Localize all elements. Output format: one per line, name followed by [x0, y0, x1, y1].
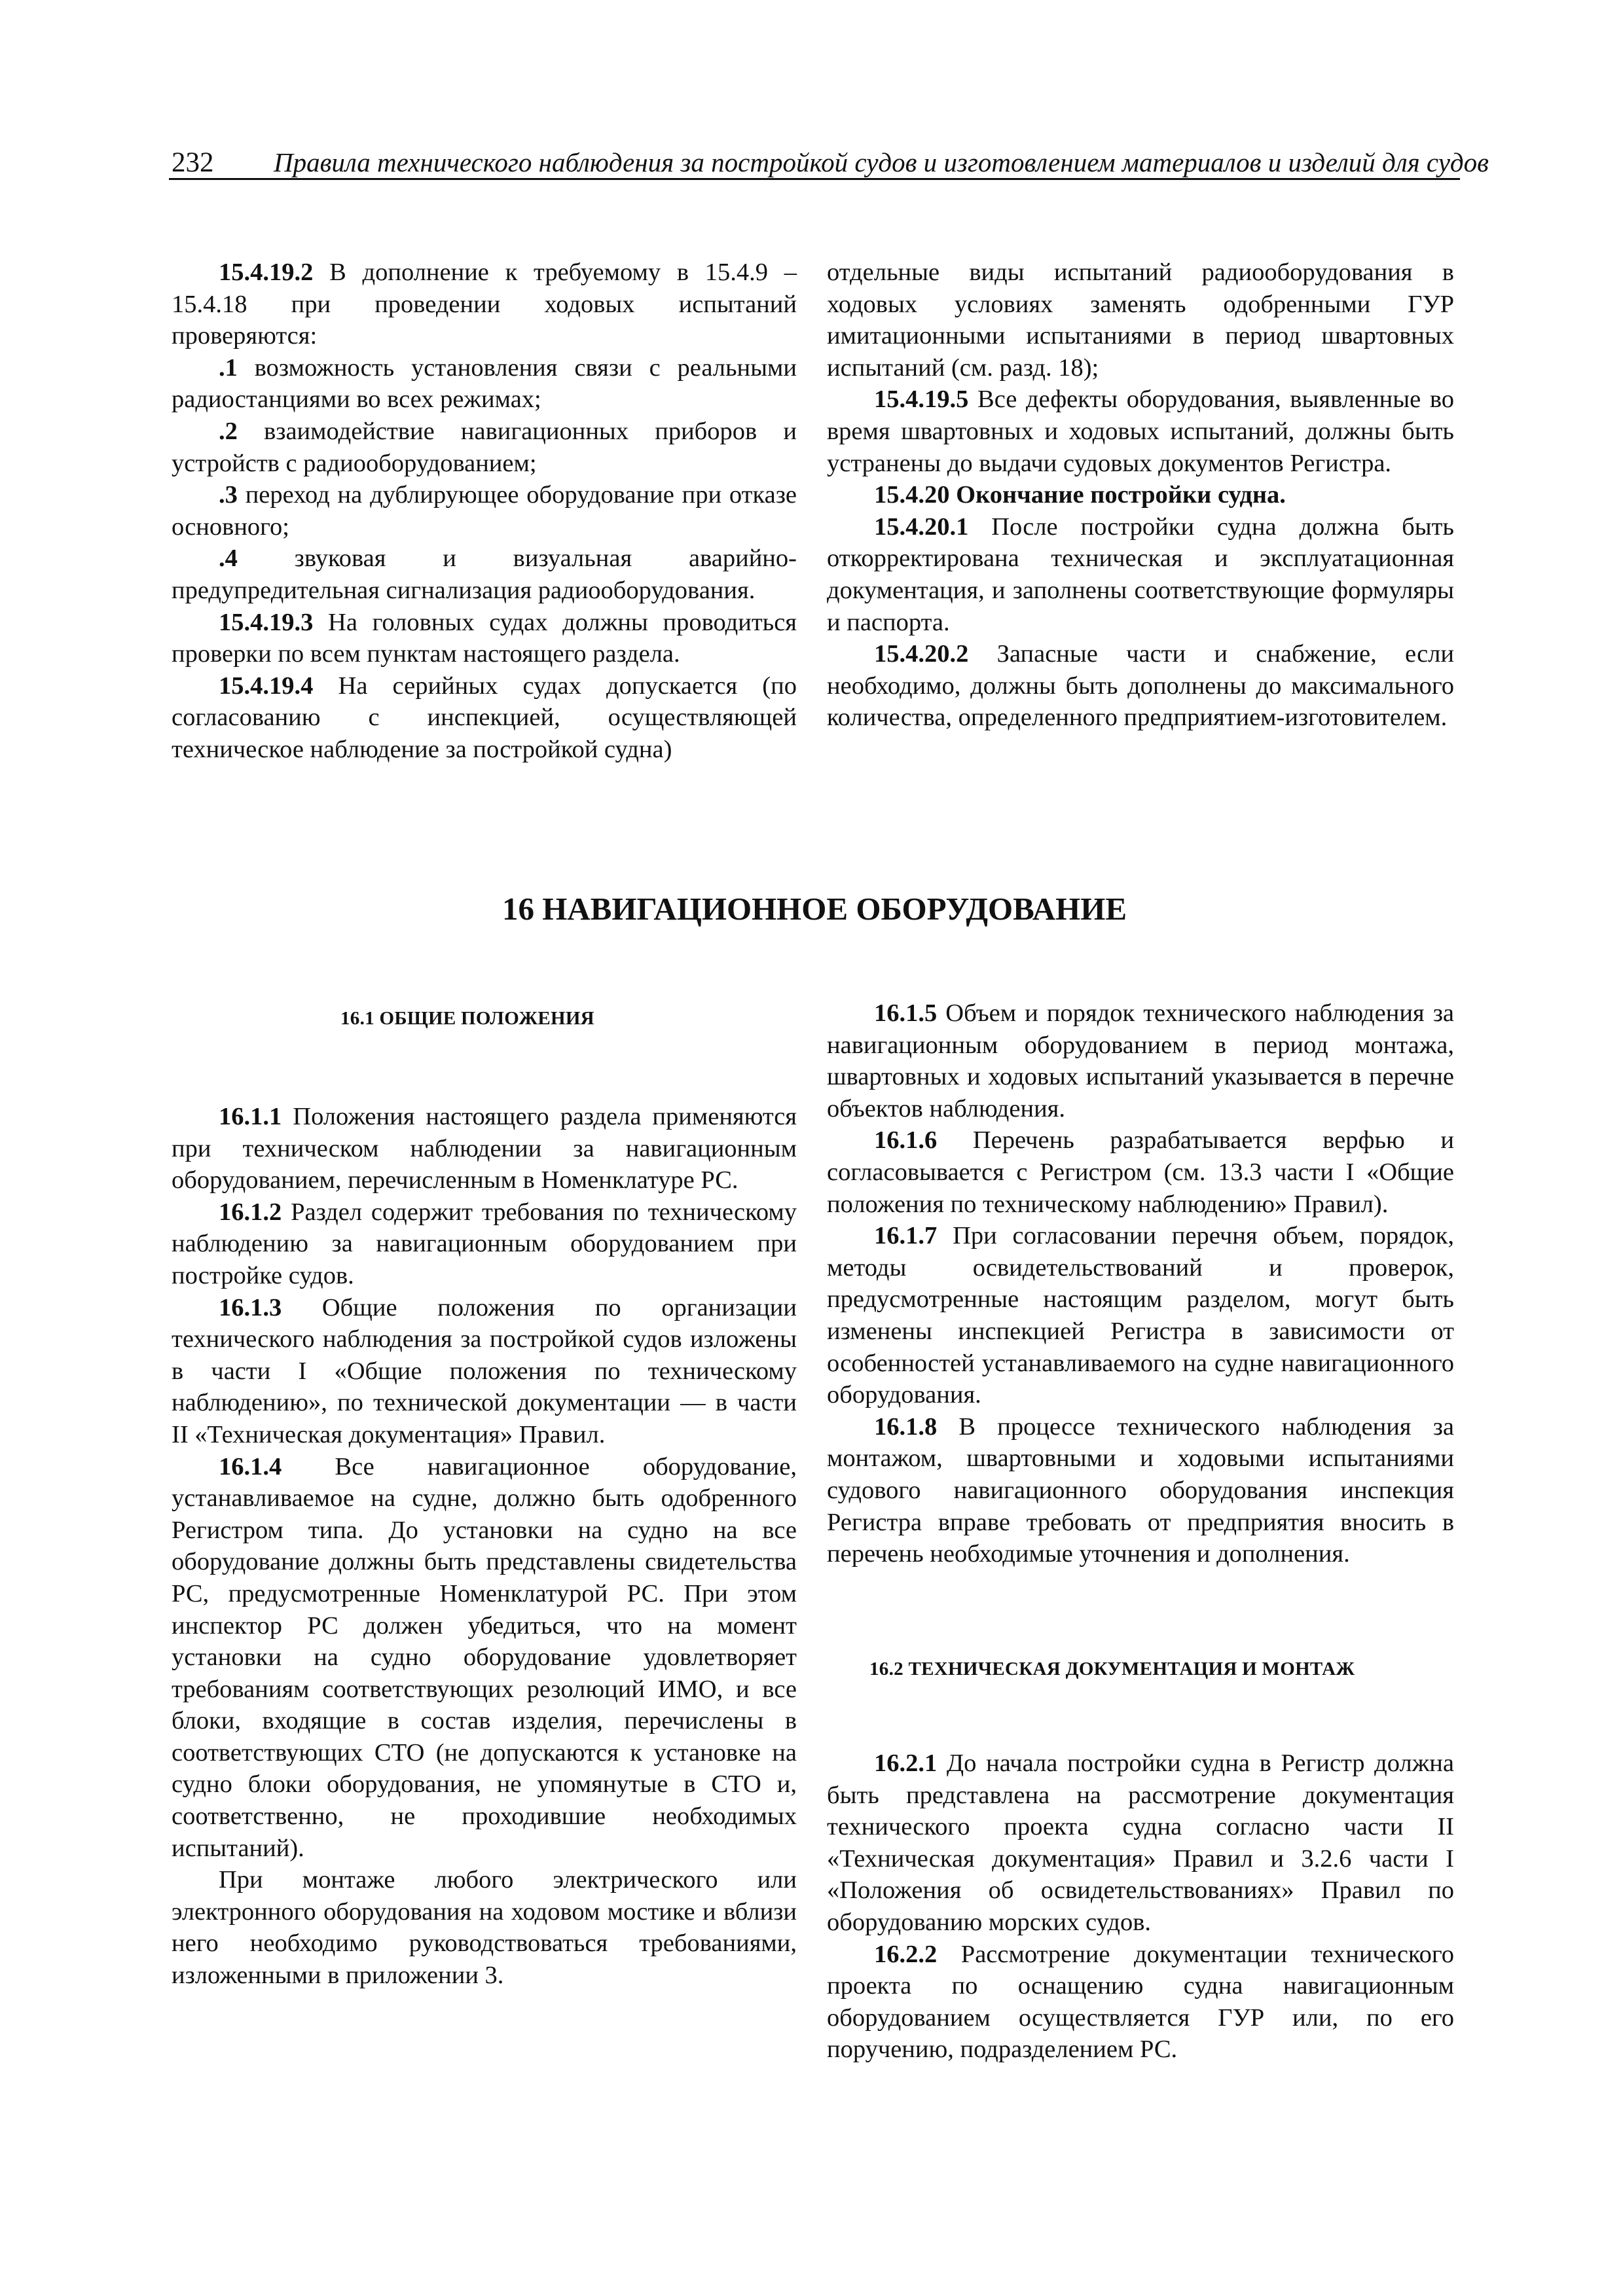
clause-continuation: отдельные виды испытаний радиооборудования в ходовых условиях заменять одобренными ГУР имитационными испытаниями в период швартовных испытаний (см. разд. 18); [827, 259, 1454, 382]
clause-15-4-20-1: 15.4.20.1 После постройки судна должна быть откорректирована техническая и эксплуатационная документация, и заполнены соответствующие формуляры и паспорта. [827, 512, 1454, 636]
clause-16-1-2: 16.1.2 Раздел содержит требования по техническому наблюдению за навигационным оборудованием при постройке судов. [172, 1198, 797, 1289]
clause-15-4-20: 15.4.20 Окончание постройки судна. [874, 481, 1286, 509]
clause-16-1-6: 16.1.6 Перечень разрабатывается верфью и согласовывается с Регистром (см. 13.3 части I «Общие положения по техническому наблюдению» Правил). [827, 1126, 1454, 1218]
mid-left-column [172, 1101, 797, 1992]
clause-16-1-1: 16.1.1 Положения настоящего раздела применяются при техническом наблюдении за навигационным оборудованием, перечисленным в Номенклатуре РС. [172, 1103, 797, 1194]
top-left-column [172, 257, 797, 766]
clause-15-4-19-4: 15.4.19.4 На серийных судах допускается (по согласованию с инспекцией, осуществляющей техническое наблюдение за постройкой судна) [172, 672, 797, 763]
paragraph-mounting: При монтаже любого электрического или электронного оборудования на ходовом мостике и вблизи него необходимо руководствоваться требованиями, изложенными в приложении 3. [172, 1866, 797, 1990]
clause-16-1-8: 16.1.8 В процессе технического наблюдения за монтажом, швартовными и ходовыми испытаниями судового навигационного оборудования инспекция Регистра вправе требовать от предприятия вносить в перечень необходимые уточнения и дополнения. [827, 1412, 1454, 1568]
section-heading-16-1: 16.1 ОБЩИЕ ПОЛОЖЕНИЯ [340, 1008, 594, 1029]
clause-16-1-3: 16.1.3 Общие положения по организации технического наблюдения за постройкой судов изложены в части I «Общие положения по техническому наблюдению», по технической документации — в части II «Техническая документация» Правил. [172, 1293, 797, 1448]
clause-15-4-19-3: 15.4.19.3 На головных судах должны проводиться проверки по всем пунктам настоящего раздела. [172, 608, 797, 668]
header-rule [169, 178, 1460, 180]
clause-15-4-19-2: 15.4.19.2 В дополнение к требуемому в 15.4.9 – 15.4.18 при проведении ходовых испытаний проверяются: [172, 259, 797, 350]
running-title: Правила технического наблюдения за постройкой судов и изготовлением материалов и изделий для судов [274, 147, 1489, 177]
clause-16-1-4: 16.1.4 Все навигационное оборудование, устанавливаемое на судне, должно быть одобренного Регистром типа. До установки на судно на все оборудование должны быть представлены свидетельства РС, предусмотренные Номенклатурой РС. При этом инспектор РС должен убедиться, что на момент установки на судно оборудование удовлетворяет требованиям соответствующих резолюций ИМО, и все блоки, входящие в состав изделия, перечислены в соответствующих СТО (не допускаются к установке на судно блоки оборудования, не упомянутые в СТО и, соответственно, не проходившие необходимых испытаний). [172, 1452, 797, 1862]
running-header [169, 145, 1489, 181]
list-item: .1 возможность установления связи с реальными радиостанциями во всех режимах; [172, 353, 797, 414]
list-item: .3 переход на дублирующее оборудование при отказе основного; [172, 481, 797, 541]
clause-15-4-19-5: 15.4.19.5 Все дефекты оборудования, выявленные во время швартовных и ходовых испытаний, должны быть устранены до выдачи судовых документов Регистра. [827, 386, 1454, 477]
mid-right-column [827, 997, 1454, 1570]
clause-16-1-7: 16.1.7 При согласовании перечня объем, порядок, методы освидетельствований и проверок, предусмотренные настоящим разделом, могут быть изменены инспекцией Регистра в зависимости от особенностей устанавливаемого на судне навигационного оборудования. [827, 1222, 1454, 1409]
low-right-column [827, 1748, 1454, 2066]
clause-16-2-1: 16.2.1 До начала постройки судна в Регистр должна быть представлена на рассмотрение документация технического проекта судна согласно части II «Техническая документация» Правил и 3.2.6 части I «Положения об освидетельствованиях» Правил по оборудованию морских судов. [827, 1749, 1454, 1936]
clause-15-4-20-2: 15.4.20.2 Запасные части и снабжение, если необходимо, должны быть дополнены до максимального количества, определенного предприятием-изготовителем. [827, 640, 1454, 732]
section-heading-16-2: 16.2 ТЕХНИЧЕСКАЯ ДОКУМЕНТАЦИЯ И МОНТАЖ [869, 1659, 1355, 1679]
clause-16-1-5: 16.1.5 Объем и порядок технического наблюдения за навигационным оборудованием в период монтажа, швартовных и ходовых испытаний указывается в перечне объектов наблюдения. [827, 999, 1454, 1122]
list-item: .2 взаимодействие навигационных приборов и устройств с радиооборудованием; [172, 417, 797, 477]
chapter-title: 16 НАВИГАЦИОННОЕ ОБОРУДОВАНИЕ [501, 891, 1127, 927]
top-right-column [827, 257, 1454, 734]
list-item: .4 звуковая и визуальная аварийно-предупредительная сигнализация радиооборудования. [172, 545, 797, 604]
clause-16-2-2: 16.2.2 Рассмотрение документации технического проекта по оснащению судна навигационным оборудованием осуществляется ГУР или, по его поручению, подразделением РС. [827, 1940, 1454, 2064]
page-number: 232 [172, 147, 214, 178]
